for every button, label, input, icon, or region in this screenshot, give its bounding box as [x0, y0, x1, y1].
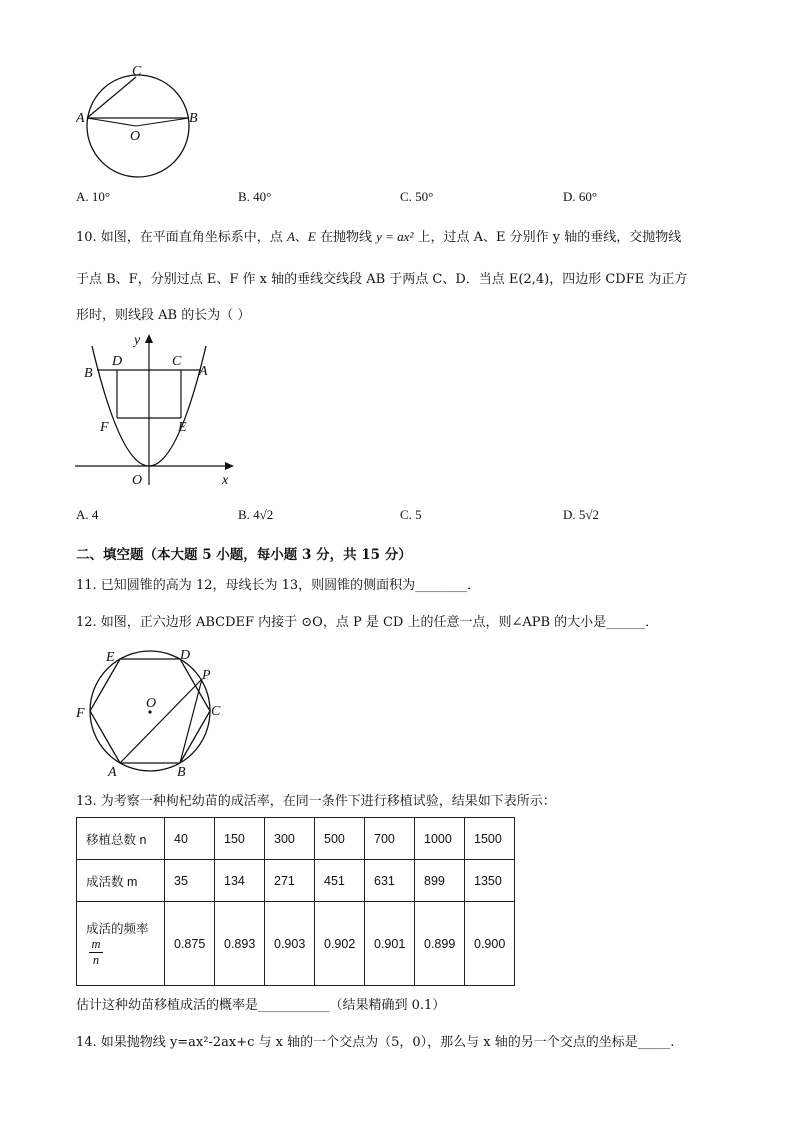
- q13-fraction-num: m: [91, 937, 101, 951]
- q10-x-arrow: [225, 462, 234, 470]
- q10-option-b: B. 4√2: [238, 507, 274, 522]
- q13-header-total: 移植总数 n: [77, 818, 165, 860]
- q10-label-o: O: [132, 473, 143, 488]
- table-row: [77, 902, 515, 986]
- table-cell: 300: [265, 818, 315, 860]
- q10-line1-eq: y = ax²: [376, 229, 414, 244]
- q9-option-a: A. 10°: [76, 189, 111, 204]
- q9-segment-ao: [87, 118, 136, 126]
- q9-circle-figure: [76, 60, 206, 180]
- table-cell: 35: [165, 860, 215, 902]
- table-cell: 0.899: [415, 902, 465, 986]
- q9-label-a: A: [76, 111, 85, 126]
- table-cell: 631: [365, 860, 415, 902]
- q13-table: [76, 817, 515, 986]
- q12-text: 12. 如图，正六边形 ABCDEF 内接于 ⊙O，点 P 是 CD 上的任意一点，则∠APB 的大小是______．: [76, 615, 659, 630]
- q10-label-x: x: [222, 473, 229, 488]
- q10-y-arrow: [145, 334, 153, 343]
- q12-label-o: O: [146, 696, 157, 711]
- table-cell: 0.893: [215, 902, 265, 986]
- q10-label-e: E: [178, 420, 187, 435]
- q10-line1-post: 上，过点 A、E 分别作 y 轴的垂线，交抛物线: [413, 230, 682, 245]
- q12-segment-bp: [180, 679, 202, 763]
- table-cell: 500: [315, 818, 365, 860]
- q9-option-c: C. 50°: [400, 189, 434, 204]
- table-cell: 0.902: [315, 902, 365, 986]
- q12-label-e: E: [106, 650, 115, 665]
- table-cell: 1500: [465, 818, 515, 860]
- q13-header-survived: 成活数 m: [77, 860, 165, 902]
- table-cell: 134: [215, 860, 265, 902]
- q9-option-b: B. 40°: [238, 189, 272, 204]
- table-row: [77, 860, 515, 902]
- table-cell: 0.875: [165, 902, 215, 986]
- table-cell: 899: [415, 860, 465, 902]
- q12-label-f: F: [76, 706, 85, 721]
- q10-label-f: F: [100, 420, 109, 435]
- q10-line1-pre: 10. 如图，在平面直角坐标系中，点: [76, 230, 287, 245]
- q10-line1-mid2: 在抛物线: [315, 230, 377, 245]
- table-cell: 0.900: [465, 902, 515, 986]
- q9-label-b: B: [189, 111, 198, 126]
- table-cell: 451: [315, 860, 365, 902]
- q10-option-a: A. 4: [76, 507, 99, 522]
- q10-option-c: C. 5: [400, 507, 422, 522]
- q10-label-c: C: [172, 354, 182, 369]
- q9-label-o: O: [130, 129, 141, 144]
- q9-segment-ob: [136, 118, 189, 126]
- q10-line-2: 于点 B、F，分别过点 E、F 作 x 轴的垂线交线段 AB 于两点 C、D．当点 E(2,4)，四边形 CDFE 为正方: [76, 272, 688, 287]
- q14-text: 14. 如果抛物线 y=ax²-2ax+c 与 x 轴的一个交点为（5，0），那么与 x 轴的另一个交点的坐标是_____.: [76, 1035, 675, 1050]
- q9-label-c: C: [132, 64, 142, 79]
- q10-line-1: [76, 226, 681, 245]
- table-cell: 1350: [465, 860, 515, 902]
- table-cell: 40: [165, 818, 215, 860]
- q12-label-b: B: [177, 765, 186, 780]
- q12-hexagon-figure: [72, 643, 232, 781]
- table-cell: 271: [265, 860, 315, 902]
- q10-label-a: A: [199, 364, 208, 379]
- q10-line1-mid1: 、: [294, 230, 308, 245]
- q10-label-d: D: [112, 354, 123, 369]
- q11-text: 11. 已知圆锥的高为 12，母线长为 13，则圆锥的侧面积为________．: [76, 578, 481, 593]
- table-cell: 700: [365, 818, 415, 860]
- q12-label-a: A: [108, 765, 117, 780]
- q13-header-frequency-label: 成活的频率: [86, 922, 149, 936]
- q10-option-d: D. 5√2: [563, 507, 600, 522]
- q10-label-y: y: [134, 333, 141, 348]
- table-cell: 0.903: [265, 902, 315, 986]
- q13-fraction-den: n: [92, 953, 100, 967]
- q13-fraction: [89, 937, 103, 968]
- q10-parabola-figure: [72, 330, 242, 490]
- table-cell: 0.901: [365, 902, 415, 986]
- q13-intro: 13. 为考察一种枸杞幼苗的成活率，在同一条件下进行移植试验，结果如下表所示：: [76, 794, 556, 809]
- table-cell: 150: [215, 818, 265, 860]
- q9-option-d: D. 60°: [563, 189, 598, 204]
- table-cell: 1000: [415, 818, 465, 860]
- q12-label-c: C: [211, 704, 221, 719]
- section-2-title: 二、填空题（本大题 5 小题，每小题 3 分，共 15 分）: [76, 547, 412, 563]
- table-row: [77, 818, 515, 860]
- q12-label-d: D: [180, 648, 191, 663]
- q10-label-b: B: [84, 366, 93, 381]
- q10-line1-e: E: [307, 229, 316, 244]
- q13-header-frequency: [77, 902, 165, 986]
- q10-line1-a: A: [286, 229, 295, 244]
- q12-segment-ap: [120, 679, 202, 763]
- q10-line-3: 形时，则线段 AB 的长为（ ）: [76, 308, 251, 323]
- q12-label-p: P: [202, 668, 211, 683]
- q13-footer: 估计这种幼苗移植成活的概率是___________（结果精确到 0.1）: [76, 998, 446, 1013]
